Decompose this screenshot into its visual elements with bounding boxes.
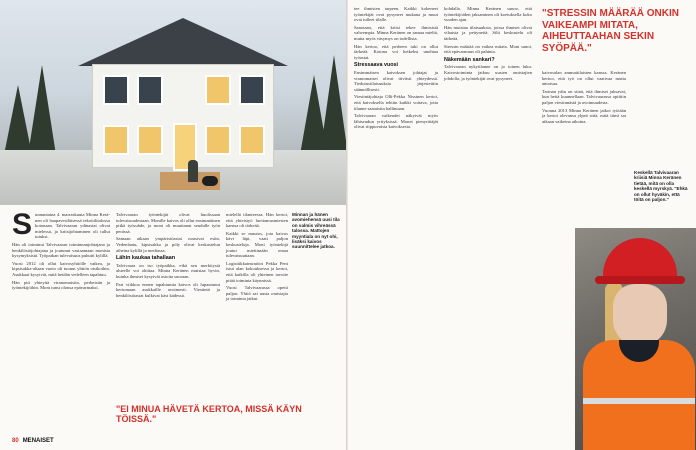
paragraph: Kaikki se muutos, jota kaivos kävi läpi, vaati paljon keskusteluja. Moni työntekijä joutui miettimään omaa tulevaisuuttaan. bbox=[226, 230, 288, 259]
right-page bbox=[348, 0, 696, 450]
window bbox=[103, 125, 129, 155]
paragraph: Logistiikkainsinööri Pekka Peni istui alan kokouksessa ja kertoi, että kaikilla oli yhteinen tavoite pitää toiminta käynnissä. bbox=[226, 260, 288, 283]
paragraph: Tarinan ydin on siinä, että ihmiset jaksavat, kun heitä kuunnellaan. Talvivaarassa opittiin paljon viestinnästä ja avoimuudesta. bbox=[542, 88, 626, 105]
right-column-2 bbox=[444, 6, 532, 83]
paragraph: Stressin määrää on vaikea mitata. Moni sanoi, että epävarmuus oli pahinta. bbox=[444, 43, 532, 55]
person-figure bbox=[188, 160, 198, 182]
paragraph: tee ihmisten tarpeen. Kaikki kokeneet työntekijät ovat pysyneet mukana ja muut ovat tulleet tilalle. bbox=[354, 6, 438, 23]
folio bbox=[12, 438, 54, 444]
tree-left-2 bbox=[28, 65, 56, 155]
paragraph: Vuonna 2013 Minna Keränen jatkoi työtään ja kertoi olevansa ylpeä siitä, mitä tiimi sai aikaan vaikeina aikoina. bbox=[542, 107, 626, 124]
window bbox=[205, 75, 231, 105]
right-column-1 bbox=[354, 6, 438, 132]
paragraph: Hän oli toiminut Talvivaaran toiminnanjohtajana ja henkilöstöjohtajana ja joutunut vastaamaan monista kysymyksistä. Työpaikan tulevaisuus puhutti kylillä. bbox=[12, 241, 110, 259]
subheading: Lähin kaukaa tahallaan bbox=[116, 255, 176, 262]
paragraph: Vuosi Talvivaarassa opetti paljon. Yhtiö sai uusia omistajia ja toiminta jatkui. bbox=[226, 285, 288, 302]
house bbox=[78, 18, 288, 168]
drop-cap: S bbox=[12, 208, 33, 241]
paragraph: Talvivaara on iso työpaikka, eikä sen merkitystä alueelle voi ohittaa. Minna Keränen muistaa hyvin, kuinka ihmiset kysyivät asioita suoraan. bbox=[116, 262, 220, 279]
paragraph: kohdalla. Minna Keränen sanoo, että työntekijöiden jaksaminen oli koetuksella koko vuoden ajan. bbox=[444, 6, 532, 23]
left-page bbox=[0, 0, 346, 450]
paragraph: mielellä tilanteessa. Hän kertoi, että yhteistyö luottamusmiesten kanssa oli tärkeää. bbox=[226, 212, 288, 229]
window bbox=[103, 75, 129, 105]
paragraph: Ensimmäisen kaivoksen johtajat ja viranomaiset olivat tiiviisti yhteydessä. Tiedotustilaisuuksia järjestettiin säännöllisesti. bbox=[354, 69, 438, 92]
paragraph: Hän kertoo, että perheen tuki on ollut tärkeää. Kotona voi hetkeksi unohtaa työasiat. bbox=[354, 43, 438, 60]
dog-figure bbox=[202, 176, 218, 186]
hardhat-brim bbox=[595, 276, 685, 284]
paragraph: Hän muistaa tilaisuuksia, joissa ihmiset olivat vihaisia ja pettyneitä. Silti keskustelu oli tärkeää. bbox=[444, 24, 532, 41]
window bbox=[137, 75, 163, 105]
portrait-photo bbox=[575, 228, 696, 450]
subheading: Stressaava vuosi bbox=[354, 62, 399, 69]
left-column-1 bbox=[12, 208, 110, 293]
paragraph: Viestintäjohtaja Olli-Pekka Nissinen kertoi, että kaivoksella tehtiin kaikki voitava, jotta tilanne saataisiin hallintaan. bbox=[354, 94, 438, 111]
paragraph: Talvivaaran työntekijät olivat huolissaan tulevaisuudestaan. Monille kaivos oli ollut ensimmäinen pitkä työsuhde, ja moni oli muuttanut seudulle työn perässä. bbox=[116, 212, 220, 234]
paragraph: kaivosalan ammattilaisten kanssa. Keränen kertoo, että työ on ollut vaativaa mutta antoisaa. bbox=[542, 70, 626, 87]
left-column-3 bbox=[226, 212, 288, 304]
face bbox=[613, 284, 667, 346]
pull-quote: "STRESSIN MÄÄRÄÄ ONKIN VAIKEAMPI MITATA, AIHEUTTAAHAN SEKIN SYÖPÄÄ." bbox=[542, 8, 679, 54]
page-number: 80 bbox=[12, 438, 19, 444]
paragraph: Vuosi 2012 oli ollut kaivosyhtiölle vaikea, ja kipsisakka-altaan vuoto oli tuonut yhtiön otsikoihin. Asukkaat kysyivät, mitä heidän vedelleen tapahtuu. bbox=[12, 260, 110, 277]
paragraph: Samaan aikaan ympäristöasiat nousivat esiin. Vedenlaatu, kipsisakka ja pöly olivat keskustelun aiheina kylillä ja mediassa. bbox=[116, 236, 220, 253]
pull-quote: "EI MINUA HÄVETÄ KERTOA, MISSÄ KÄYN TÖISSÄ." bbox=[116, 404, 302, 424]
house-wall bbox=[92, 64, 274, 168]
paragraph: Sanotaan, että kriisi tekee ihmisistä vahvempia. Minna Keränen on samaa mieltä, mutta myös väsymys on todellista. bbox=[354, 24, 438, 41]
paragraph: Hän piti yhteyttä viranomaisiin, perheisiin ja työntekijöihin. Moni tunsi olonsa epävarmaksi. bbox=[12, 279, 110, 291]
window bbox=[239, 125, 265, 155]
photo-caption: Minnan ja hänen avomiehensä uusi tila on valmis vihreässä talossa. Mattojen myyntiala on nyt ohi, lisäksi kaivos suunnittelee jatkoa. bbox=[292, 212, 340, 250]
window bbox=[205, 125, 231, 155]
magazine-name: MENAISET bbox=[22, 438, 54, 444]
photo-caption: Keskellä Talvivaaran kriisiä Minna Keränen tietää, mitä on olla keskellä myrskyä. "Ehkä on ollut hyväkin, että töitä on paljon." bbox=[634, 170, 688, 203]
window bbox=[137, 125, 163, 155]
left-column-2 bbox=[116, 212, 220, 300]
house-photo bbox=[0, 0, 346, 205]
house-roof bbox=[78, 18, 288, 66]
subheading: Näkemään sankari? bbox=[444, 56, 495, 63]
right-column-3 bbox=[542, 70, 626, 126]
paragraph: Talvivaaran vaikeudet näkyivät myös lähiseudun yrityksissä. Monet pienyrittäjät olivat riippuvaisia kaivoksesta. bbox=[354, 113, 438, 130]
paragraph: Talvivaaran nykytilanne on jo toinen luku. Kaivostoiminta jatkuu uusien omistajien johdolla, ja työntekijät ovat pysyneet. bbox=[444, 64, 532, 81]
tree-right-2 bbox=[320, 55, 346, 155]
paragraph: unnuntaina 4. marraskuuta Minna Keränen oli haapavesiläisessä tekotiilitalossa kotonaan. Talvivaaran ydinasiat olivat mielessä, ja kriisijohtaminen oli tullut tutuksi. bbox=[35, 212, 110, 240]
reflective-stripe bbox=[583, 398, 695, 404]
window bbox=[239, 75, 265, 105]
paragraph: Pari viikkoa ennen tapahtumia kaivos oli lupautunut kertomaan asukkaille avoimesti. Viestintä ja henkilöstöasiat kulkivat käsi kädessä. bbox=[116, 281, 220, 298]
